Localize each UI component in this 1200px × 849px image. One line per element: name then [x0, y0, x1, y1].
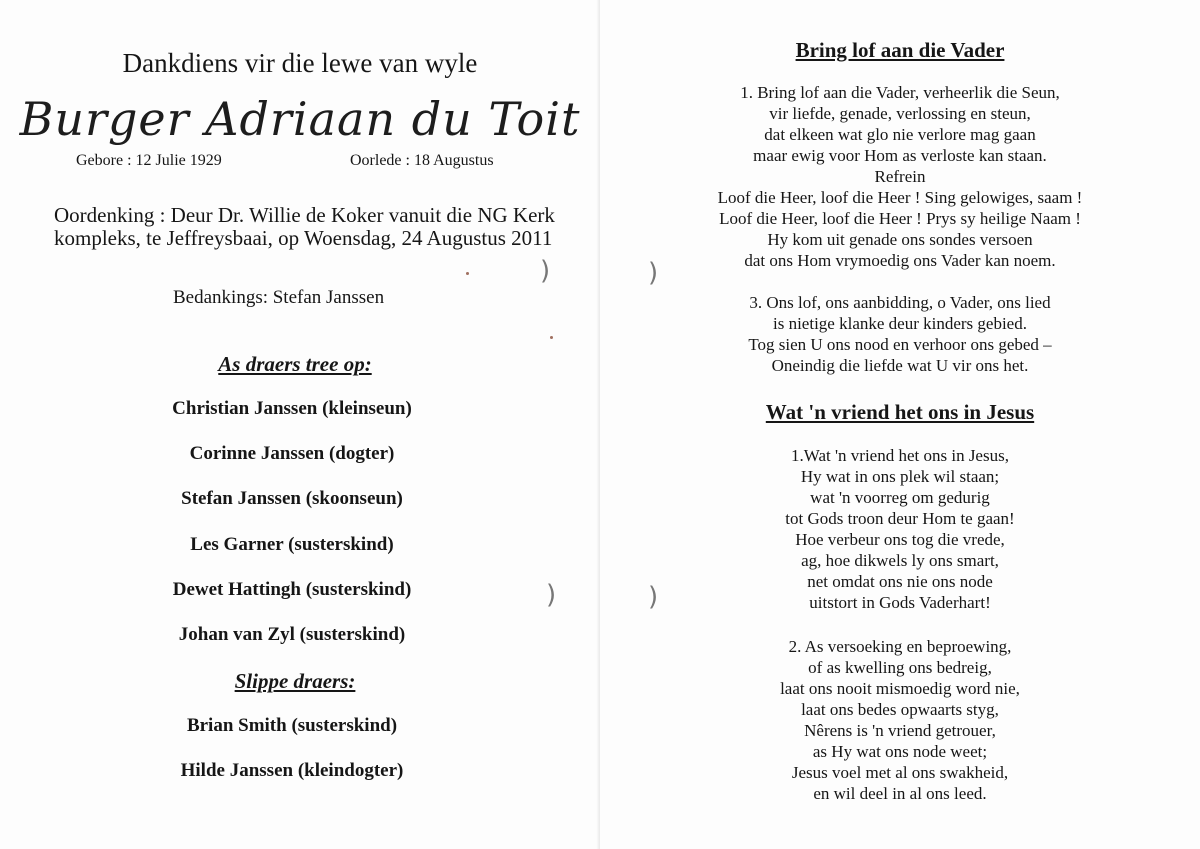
verse-line: net omdat ons nie ons node	[807, 572, 993, 591]
bearer-item: Christian Janssen (kleinseun)	[172, 398, 412, 419]
hymn1-verse3	[600, 292, 1200, 376]
verse-line: 2. As versoeking en beproewing,	[788, 637, 1012, 656]
verse-line: Hoe verbeur ons tog die vrede,	[795, 530, 1005, 549]
verse-line: Jesus voel met al ons swakheid,	[791, 763, 1009, 782]
speck	[550, 336, 553, 339]
bearer-item: Corinne Janssen (dogter)	[189, 443, 395, 464]
verse-line: 3. Ons lof, ons aanbidding, o Vader, ons lied	[749, 293, 1051, 312]
bearer-item: Dewet Hattingh (susterskind)	[172, 579, 412, 600]
punch-hole-mark: )	[648, 258, 659, 288]
verse-line: dat elkeen wat glo nie verlore mag gaan	[764, 125, 1036, 144]
refrain-label: Refrein	[874, 167, 926, 186]
hymn2-verse2	[600, 636, 1200, 804]
punch-hole-mark: )	[540, 256, 551, 286]
right-page	[600, 0, 1200, 849]
death-date: Oorlede : 18 Augustus	[350, 152, 494, 169]
punch-hole-mark: )	[648, 582, 659, 612]
verse-line: ag, hoe dikwels ly ons smart,	[801, 551, 999, 570]
slip-bearer-item: Brian Smith (susterskind)	[186, 715, 398, 736]
verse-line: wat 'n voorreg om gedurig	[810, 488, 990, 507]
speck	[466, 272, 469, 275]
verse-line: Nêrens is 'n vriend getrouer,	[804, 721, 996, 740]
verse-line: vir liefde, genade, verlossing en steun,	[769, 104, 1031, 123]
verse-line: tot Gods troon deur Hom te gaan!	[785, 509, 1015, 528]
verse-line: of as kwelling ons bedreig,	[808, 658, 992, 677]
service-heading: Dankdiens vir die lewe van wyle	[122, 48, 478, 78]
bearers-heading: As draers tree op:	[218, 352, 372, 376]
verse-line: Tog sien U ons nood en verhoor ons gebed –	[748, 335, 1052, 354]
slip-bearers-heading: Slippe draers:	[234, 669, 356, 693]
bearer-item: Stefan Janssen (skoonseun)	[181, 488, 403, 509]
slip-bearer-item: Hilde Janssen (kleindogter)	[180, 760, 404, 781]
bearer-item: Johan van Zyl (susterskind)	[178, 624, 406, 645]
verse-line: Loof die Heer, loof die Heer ! Prys sy heilige Naam !	[719, 209, 1081, 228]
verse-line: Hy kom uit genade ons sondes versoen	[767, 230, 1033, 249]
meditation-text: Oordenking : Deur Dr. Willie de Koker vanuit die NG Kerk kompleks, te Jeffreysbaai, op Woensdag, 24 Augustus 2011	[54, 203, 555, 250]
verse-line: uitstort in Gods Vaderhart!	[809, 593, 991, 612]
verse-line: laat ons nooit mismoedig word nie,	[780, 679, 1020, 698]
hymn2-verse1	[600, 445, 1200, 613]
hymn1-title: Bring lof aan die Vader	[795, 38, 1005, 62]
verse-line: en wil deel in al ons leed.	[813, 784, 987, 803]
verse-line: Hy wat in ons plek wil staan;	[800, 467, 1000, 486]
verse-line: Loof die Heer, loof die Heer ! Sing gelowiges, saam !	[717, 188, 1083, 207]
verse-line: as Hy wat ons node weet;	[812, 742, 988, 761]
verse-line: Oneindig die liefde wat U vir ons het.	[771, 356, 1029, 375]
verse-line: 1.Wat 'n vriend het ons in Jesus,	[791, 446, 1009, 465]
bearer-item: Les Garner (susterskind)	[190, 534, 394, 555]
birth-date: Gebore : 12 Julie 1929	[76, 152, 222, 169]
thanks-text: Bedankings: Stefan Janssen	[173, 287, 385, 308]
verse-line: dat ons Hom vrymoedig ons Vader kan noem.	[744, 251, 1056, 270]
hymn1-verse1	[600, 82, 1200, 271]
verse-line: 1. Bring lof aan die Vader, verheerlik die Seun,	[740, 83, 1060, 102]
verse-line: is nietige klanke deur kinders gebied.	[773, 314, 1027, 333]
verse-line: maar ewig voor Hom as verloste kan staan.	[753, 146, 1047, 165]
verse-line: laat ons bedes opwaarts styg,	[801, 700, 999, 719]
hymn2-title: Wat 'n vriend het ons in Jesus	[765, 400, 1035, 424]
punch-hole-mark: )	[546, 580, 557, 610]
deceased-name: Burger Adriaan du Toit	[19, 92, 581, 146]
